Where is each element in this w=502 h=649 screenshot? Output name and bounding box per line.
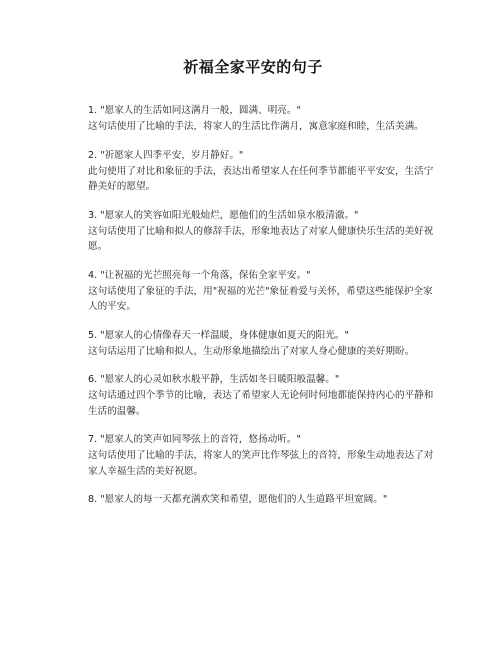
explanation-text: 这句话通过四个季节的比喻，表达了希望家人无论何时何地都能保持内心的平静和生活的温馨。 bbox=[88, 390, 434, 417]
explanation-text: 这句话使用了比喻的手法，将家人的生活比作满月，寓意家庭和睦，生活美满。 bbox=[88, 121, 424, 132]
quote-text: 6. "愿家人的心灵如秋水般平静，生活如冬日暖阳般温馨。" bbox=[88, 374, 340, 385]
list-item bbox=[70, 148, 436, 195]
page-title: 祈福全家平安的句子 bbox=[183, 58, 323, 76]
list-item bbox=[70, 432, 436, 479]
quote-text: 8. "愿家人的每一天都充满欢笑和希望，愿他们的人生道路平坦宽阔。" bbox=[88, 494, 388, 505]
quote-text: 5. "愿家人的心情像春天一样温暖，身体健康如夏天的阳光。" bbox=[88, 329, 349, 341]
quote-text: 3. "愿家人的笑容如阳光般灿烂，愿他们的生活如泉水般清澈。" bbox=[88, 209, 359, 221]
list-item bbox=[70, 492, 436, 507]
explanation-text: 这句话使用了比喻和拟人的修辞手法，形象地表达了对家人健康快乐生活的美好祝愿。 bbox=[88, 225, 434, 252]
explanation-text: 这句话使用了象征的手法，用"祝福的光芒"象征着爱与关怀，希望这些能保护全家人的平安。 bbox=[88, 285, 433, 312]
quote-text: 1. "愿家人的生活如同这满月一般，圆满、明亮。" bbox=[88, 105, 301, 116]
list-item bbox=[70, 208, 436, 255]
explanation-text: 这句话运用了比喻和拟人，生动形象地描绘出了对家人身心健康的美好期盼。 bbox=[88, 345, 415, 357]
quote-text: 2. "祈愿家人四季平安，岁月静好。" bbox=[88, 149, 244, 161]
quote-text: 7. "愿家人的笑声如同琴弦上的音符，悠扬动听。" bbox=[88, 434, 301, 445]
list-item bbox=[70, 103, 436, 135]
list-item bbox=[70, 268, 436, 315]
list-item bbox=[70, 328, 436, 360]
explanation-text: 这句话使用了比喻的手法，将家人的笑声比作琴弦上的音符，形象生动地表达了对家人幸福生活的美好祝愿。 bbox=[88, 450, 434, 477]
list-item bbox=[70, 372, 436, 419]
quote-text: 4. "让祝福的光芒照亮每一个角落，保佑全家平安。" bbox=[88, 269, 311, 281]
explanation-text: 此句使用了对比和象征的手法，表达出希望家人在任何季节都能平平安安，生活宁静美好的愿望。 bbox=[88, 165, 434, 192]
